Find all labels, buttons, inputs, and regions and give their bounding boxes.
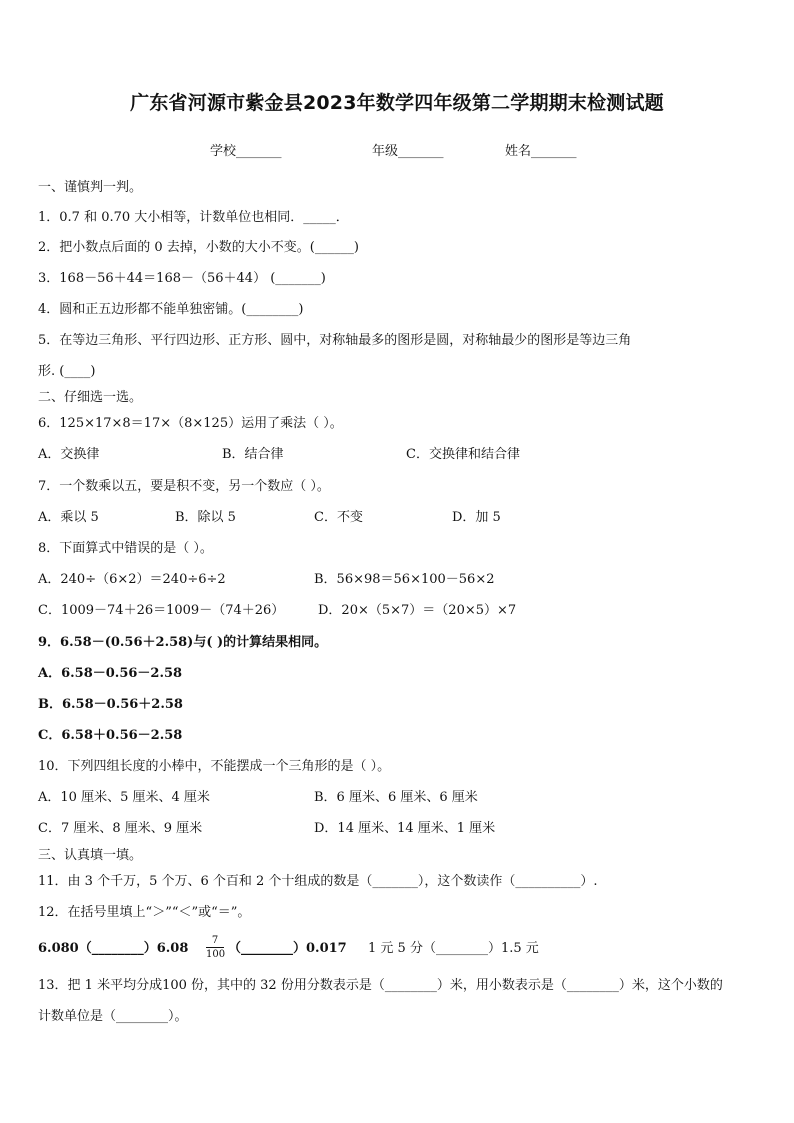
question-6-option-b: B．结合律 — [222, 447, 284, 462]
fraction-numerator: 7 — [206, 935, 224, 948]
question-12-part-a: 6.080（________）6.08 — [38, 941, 189, 956]
question-8-option-c: C．1009－74＋26＝1009－（74＋26） — [38, 603, 285, 618]
school-field: 学校_______ — [210, 144, 282, 159]
fraction-denominator: 100 — [206, 949, 226, 960]
question-1: 1．0.7 和 0.70 大小相等，计数单位也相同．_____． — [38, 210, 349, 225]
question-9-option-a: A．6.58－0.56－2.58 — [38, 666, 183, 681]
question-10-option-d: D．14 厘米、14 厘米、1 厘米 — [314, 821, 496, 836]
question-13-line-1: 13．把 1 米平均分成100 份，其中的 32 份用分数表示是（________）米，用小数表示是（________）米，这个小数的 — [38, 978, 723, 993]
grade-field: 年级_______ — [372, 144, 444, 159]
section-heading-3: 三、认真填一填。 — [38, 848, 143, 863]
question-9: 9．6.58－(0.56＋2.58)与( )的计算结果相同。 — [38, 635, 328, 650]
question-9-option-c: C．6.58＋0.56－2.58 — [38, 728, 183, 743]
question-5-line-2: 形. (____) — [38, 364, 96, 379]
name-field: 姓名_______ — [505, 144, 577, 159]
question-7: 7．一个数乘以五，要是积不变，另一个数应（ ）。 — [38, 479, 330, 494]
question-12: 12．在括号里填上“＞”“＜”或“＝”。 — [38, 905, 251, 920]
question-7-option-b: B．除以 5 — [175, 510, 236, 525]
question-12-part-b: （________）0.017 — [228, 941, 347, 956]
question-10: 10．下列四组长度的小棒中，不能摆成一个三角形的是（ ）。 — [38, 759, 391, 774]
question-8: 8．下面算式中错误的是（ ）。 — [38, 541, 213, 556]
question-6-option-a: A．交换律 — [38, 447, 100, 462]
section-heading-2: 二、仔细选一选。 — [38, 390, 143, 405]
question-8-option-d: D．20×（5×7）＝（20×5）×7 — [318, 603, 517, 618]
question-8-option-b: B．56×98＝56×100－56×2 — [314, 572, 495, 587]
question-10-option-a: A．10 厘米、5 厘米、4 厘米 — [38, 790, 210, 805]
question-10-option-b: B．6 厘米、6 厘米、6 厘米 — [314, 790, 478, 805]
question-6: 6．125×17×8＝17×（8×125）运用了乘法（ ）。 — [38, 416, 343, 431]
question-7-option-a: A．乘以 5 — [38, 510, 99, 525]
question-10-option-c: C．7 厘米、8 厘米、9 厘米 — [38, 821, 203, 836]
question-8-option-a: A．240÷（6×2）＝240÷6÷2 — [38, 572, 226, 587]
section-heading-1: 一、谨慎判一判。 — [38, 180, 143, 195]
question-6-option-c: C．交换律和结合律 — [406, 447, 520, 462]
question-13-line-2: 计数单位是（________）。 — [38, 1009, 188, 1024]
question-2: 2．把小数点后面的 0 去掉，小数的大小不变。(______) — [38, 240, 359, 255]
question-12-part-c: 1 元 5 分（________）1.5 元 — [368, 941, 539, 956]
question-11: 11．由 3 个千万，5 个万、6 个百和 2 个十组成的数是（_______），这个数读作（__________）. — [38, 874, 598, 889]
fraction-seven-hundredths — [206, 935, 224, 960]
question-4: 4．圆和正五边形都不能单独密铺。(________) — [38, 302, 304, 317]
question-7-option-d: D．加 5 — [452, 510, 501, 525]
question-3: 3．168－56＋44＝168－（56＋44） (_______) — [38, 271, 326, 286]
page-title: 广东省河源市紫金县2023年数学四年级第二学期期末检测试题 — [130, 92, 664, 114]
question-5-line-1: 5．在等边三角形、平行四边形、正方形、圆中，对称轴最多的图形是圆，对称轴最少的图形是等边三角 — [38, 333, 632, 348]
question-9-option-b: B．6.58－0.56＋2.58 — [38, 697, 183, 712]
question-7-option-c: C．不变 — [314, 510, 363, 525]
